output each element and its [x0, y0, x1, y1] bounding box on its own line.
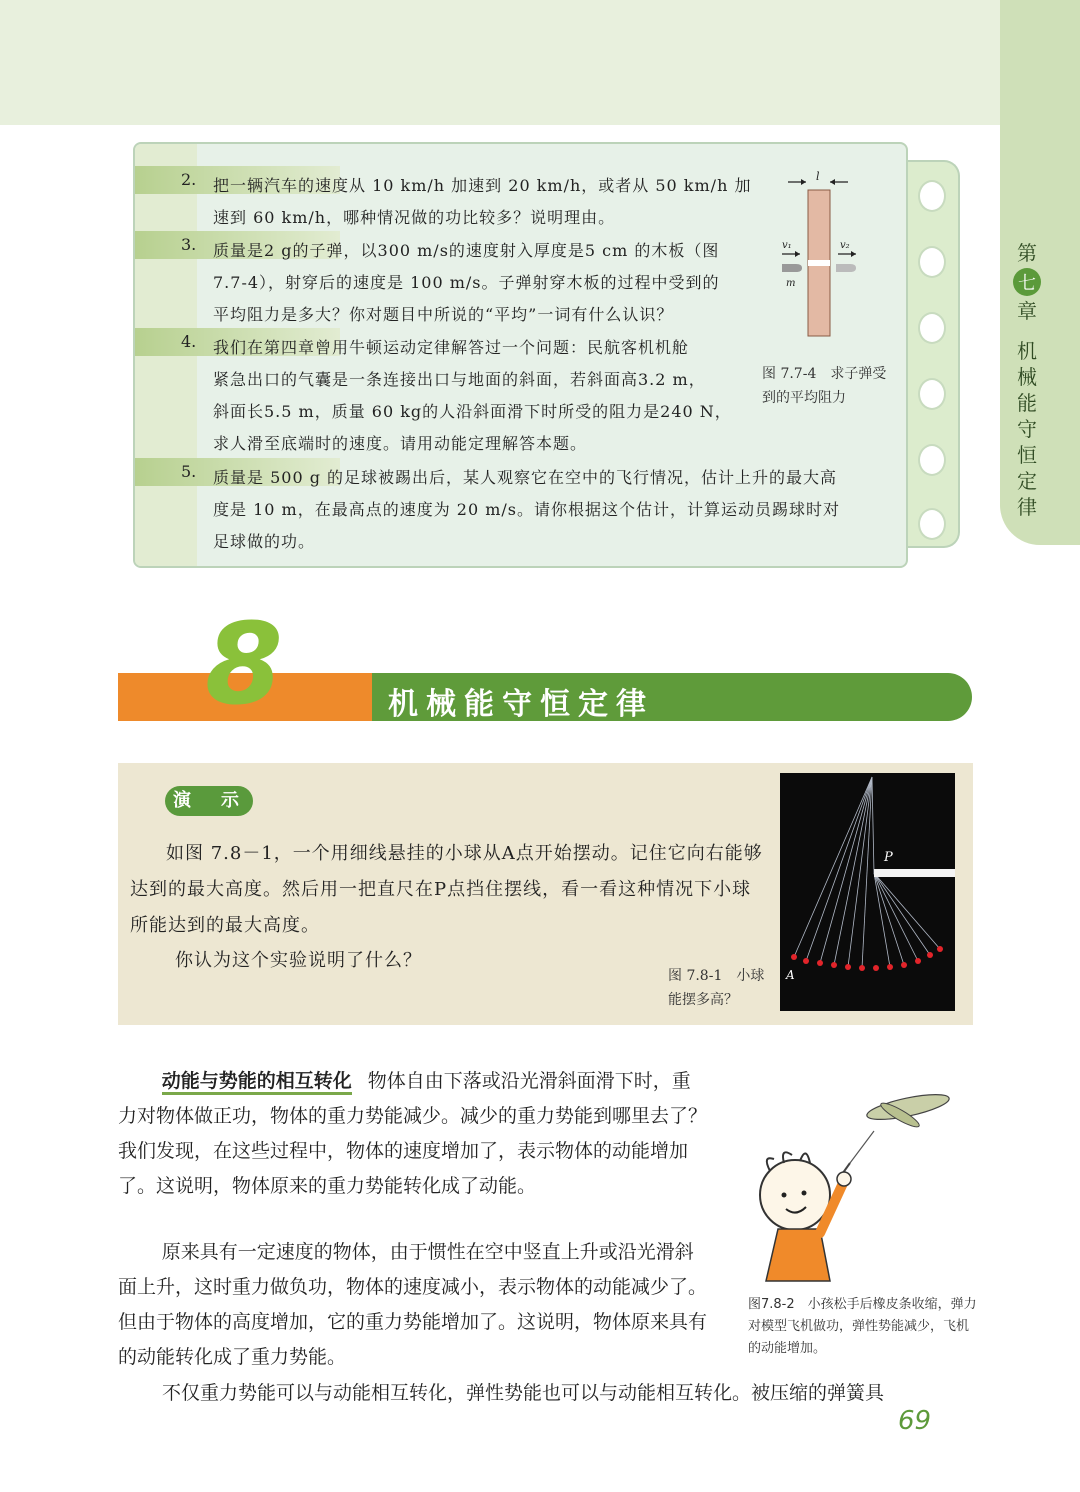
child-with-plane-illustration	[740, 1085, 970, 1285]
exercise-number: 4.	[181, 332, 197, 351]
figure-caption: 图 7.8-1 小球能摆多高？	[668, 968, 765, 1008]
binder-hole	[918, 378, 946, 410]
exercise-line: 质量是2 g的子弹，以300 m/s的速度射入厚度是5 cm 的木板（图	[213, 241, 720, 260]
body-text: 原来具有一定速度的物体，由于惯性在空中竖直上升或沿光滑斜面上升，这时重力做负功，物体的速度减小，表示物体的动能减少了。但由于物体的高度增加，它的重力势能增加了。这说明，物体原来具有的动能转化成了重力势能。	[118, 1241, 708, 1368]
label-mass: m	[786, 278, 796, 289]
body-paragraph	[118, 1235, 708, 1375]
side-tab-title-char: 械	[1017, 365, 1037, 389]
model-plane-icon	[865, 1089, 951, 1130]
label-v2: v₂	[840, 240, 850, 251]
page-number: 69	[898, 1406, 932, 1436]
demo-paragraph	[130, 836, 770, 944]
side-tab-title-char: 定	[1017, 469, 1037, 493]
section-heading: 动能与势能的相互转化	[162, 1070, 352, 1095]
exercise-number: 3.	[181, 235, 197, 254]
exercise-line: 紧急出口的气囊是一条连接出口与地面的斜面，若斜面高3.2 m，	[213, 370, 706, 389]
exercise-line: 速到 60 km/h，哪种情况做的功比较多？说明理由。	[213, 208, 616, 227]
exercise-line: 质量是 500 g 的足球被踢出后，某人观察它在空中的飞行情况，估计上升的最大高	[213, 468, 838, 487]
section-title: 机械能守恒定律	[388, 687, 654, 722]
binder-hole	[918, 180, 946, 212]
label-thickness: l	[816, 170, 820, 183]
side-tab-title-char: 机	[1017, 339, 1037, 363]
body-paragraph: 不仅重力势能可以与动能相互转化，弹性势能也可以与动能相互转化。被压缩的弹簧具	[162, 1382, 885, 1404]
exercise-text	[213, 332, 732, 460]
side-tab-char: 第	[1017, 241, 1037, 265]
exercise-text	[213, 462, 903, 558]
exercise-line: 我们在第四章曾用牛顿运动定律解答过一个问题：民航客机机舱	[213, 338, 690, 357]
figure-caption: 图 7.7-4 求子弹受到的平均阻力	[762, 366, 887, 406]
photo-label-a: A	[786, 968, 795, 982]
pendulum-photo	[780, 773, 955, 1011]
binder-hole	[918, 444, 946, 476]
exercise-line: 7.7-4），射穿后的速度是 100 m/s。子弹射穿木板的过程中受到的	[213, 273, 720, 292]
label-v1: v₁	[782, 240, 792, 251]
photo-label-p: P	[884, 850, 893, 865]
demo-question: 你认为这个实验说明了什么？	[175, 950, 422, 971]
side-tab-title-char: 守	[1017, 417, 1037, 441]
body-text: 物体自由下落或沿光滑斜面滑下时，重力对物体做正功，物体的重力势能减少。减少的重力势能到哪里去了？我们发现，在这些过程中，物体的速度增加了，表示物体的动能增加了。这说明，物体原来的重力势能转化成了动能。	[118, 1070, 708, 1197]
side-tab-title-char: 律	[1017, 495, 1037, 519]
side-tab-char: 章	[1017, 299, 1037, 323]
exercise-line: 平均阻力是多大？你对题目中所说的“平均”一词有什么认识？	[213, 305, 674, 324]
binder-hole	[918, 508, 946, 540]
exercise-line: 足球做的功。	[213, 532, 316, 551]
exercise-number: 5.	[181, 462, 197, 481]
body-paragraph	[118, 1064, 708, 1204]
exercise-text	[213, 235, 720, 331]
side-tab-title-char: 能	[1017, 391, 1037, 415]
binder-rings	[908, 160, 960, 548]
side-tab-chapter-number: 七	[1013, 268, 1041, 296]
figure-caption: 图7.8-2 小孩松手后橡皮条收缩，弹力对模型飞机做功，弹性势能减少，飞机的动能增加。	[748, 1297, 977, 1356]
bullet-board-diagram	[778, 170, 868, 340]
binder-hole	[918, 312, 946, 344]
exercise-line: 度是 10 m，在最高点的速度为 20 m/s。请你根据这个估计，计算运动员踢球时对	[213, 500, 841, 519]
chapter-side-tab	[1000, 0, 1080, 545]
exercise-number: 2.	[181, 170, 197, 189]
top-band	[0, 0, 1000, 125]
exercise-text	[213, 170, 751, 234]
binder-hole	[918, 246, 946, 278]
exercise-line: 求人滑至底端时的速度。请用动能定理解答本题。	[213, 434, 588, 453]
demo-tag: 演 示	[165, 786, 253, 816]
exercise-line: 斜面长5.5 m，质量 60 kg的人沿斜面滑下时所受的阻力是240 N，	[213, 402, 732, 421]
side-tab-title-char: 恒	[1017, 443, 1037, 467]
section-number: 8	[205, 600, 283, 730]
demo-text: 如图 7.8－1，一个用细线悬挂的小球从A点开始摆动。记住它向右能够达到的最大高度。然后用一把直尺在P点挡住摆线，看一看这种情况下小球所能达到的最大高度。	[130, 843, 763, 936]
exercise-line: 把一辆汽车的速度从 10 km/h 加速到 20 km/h，或者从 50 km/h 加	[213, 176, 752, 195]
